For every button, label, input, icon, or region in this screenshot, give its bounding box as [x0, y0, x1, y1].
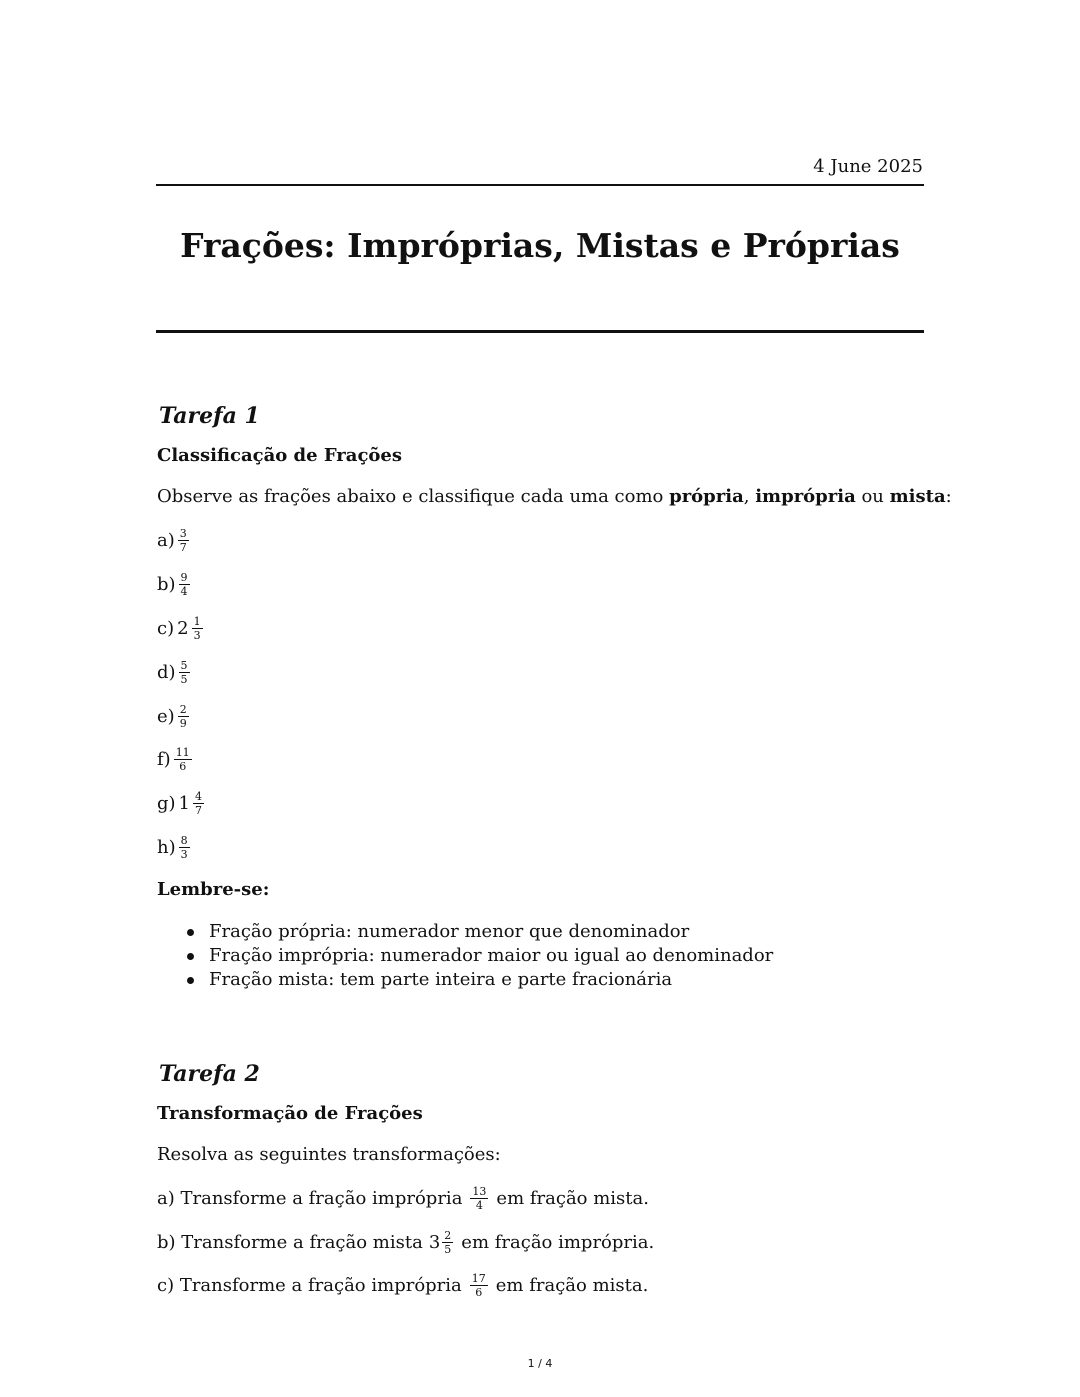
fraction-item: g) 1 $\frac{4}{7}$ — [157, 789, 202, 817]
task2-instruction: Resolva as seguintes transformações: — [157, 1144, 501, 1165]
fraction: $\frac{11}{6}$ — [175, 745, 190, 773]
fraction: $\frac{1}{3}$ — [193, 614, 201, 642]
fraction-item: h) $\frac{8}{3}$ — [157, 833, 188, 861]
task2-subheading: Transformação de Frações — [157, 1103, 423, 1124]
document-date: 4 June 2025 — [813, 156, 923, 177]
fraction: $\frac{4}{7}$ — [195, 789, 202, 817]
fraction-item: d) $\frac{5}{5}$ — [157, 658, 188, 686]
fraction: $\frac{17}{6}$ — [471, 1271, 486, 1299]
fraction-item: a) $\frac{3}{7}$ — [157, 526, 187, 554]
page-number: 1 / 4 — [527, 1357, 553, 1370]
remember-heading: Lembre-se: — [157, 879, 270, 900]
fraction: $\frac{8}{3}$ — [180, 833, 188, 861]
fraction: $\frac{5}{5}$ — [180, 658, 188, 686]
transform-item: c) Transforme a fração imprópria $\frac{17}{6}$ em fração mista. — [157, 1271, 649, 1299]
transform-item: a) Transforme a fração imprópria $\frac{13}{4}$ em fração mista. — [157, 1184, 649, 1212]
fraction: $\frac{13}{4}$ — [472, 1184, 487, 1212]
fraction-item: f) $\frac{11}{6}$ — [157, 745, 190, 773]
header-rule — [156, 184, 924, 186]
task1-instruction: Observe as frações abaixo e classifique cada uma como própria, imprópria ou mista: — [157, 486, 952, 507]
task1-heading: Tarefa 1 — [159, 403, 260, 429]
fraction: $\frac{3}{7}$ — [179, 526, 187, 554]
fraction: $\frac{2}{9}$ — [179, 702, 187, 730]
fraction-item: b) $\frac{9}{4}$ — [157, 570, 188, 598]
list-item: Fração própria: numerador menor que denominador — [183, 920, 773, 944]
fraction: $\frac{9}{4}$ — [180, 570, 188, 598]
title-rule — [156, 330, 924, 333]
task2-heading: Tarefa 2 — [159, 1061, 260, 1087]
document-title: Frações: Impróprias, Mistas e Próprias — [180, 226, 900, 265]
fraction-item: e) $\frac{2}{9}$ — [157, 702, 187, 730]
task1-subheading: Classificação de Frações — [157, 445, 403, 466]
fraction: $\frac{2}{5}$ — [444, 1228, 452, 1256]
list-item: Fração mista: tem parte inteira e parte fracionária — [183, 968, 773, 992]
fraction-item: c) 2 $\frac{1}{3}$ — [157, 614, 201, 642]
transform-item: b) Transforme a fração mista 3 $\frac{2}{5}$ em fração imprópria. — [157, 1228, 655, 1256]
list-item: Fração imprópria: numerador maior ou igual ao denominador — [183, 944, 773, 968]
remember-list — [183, 920, 773, 992]
